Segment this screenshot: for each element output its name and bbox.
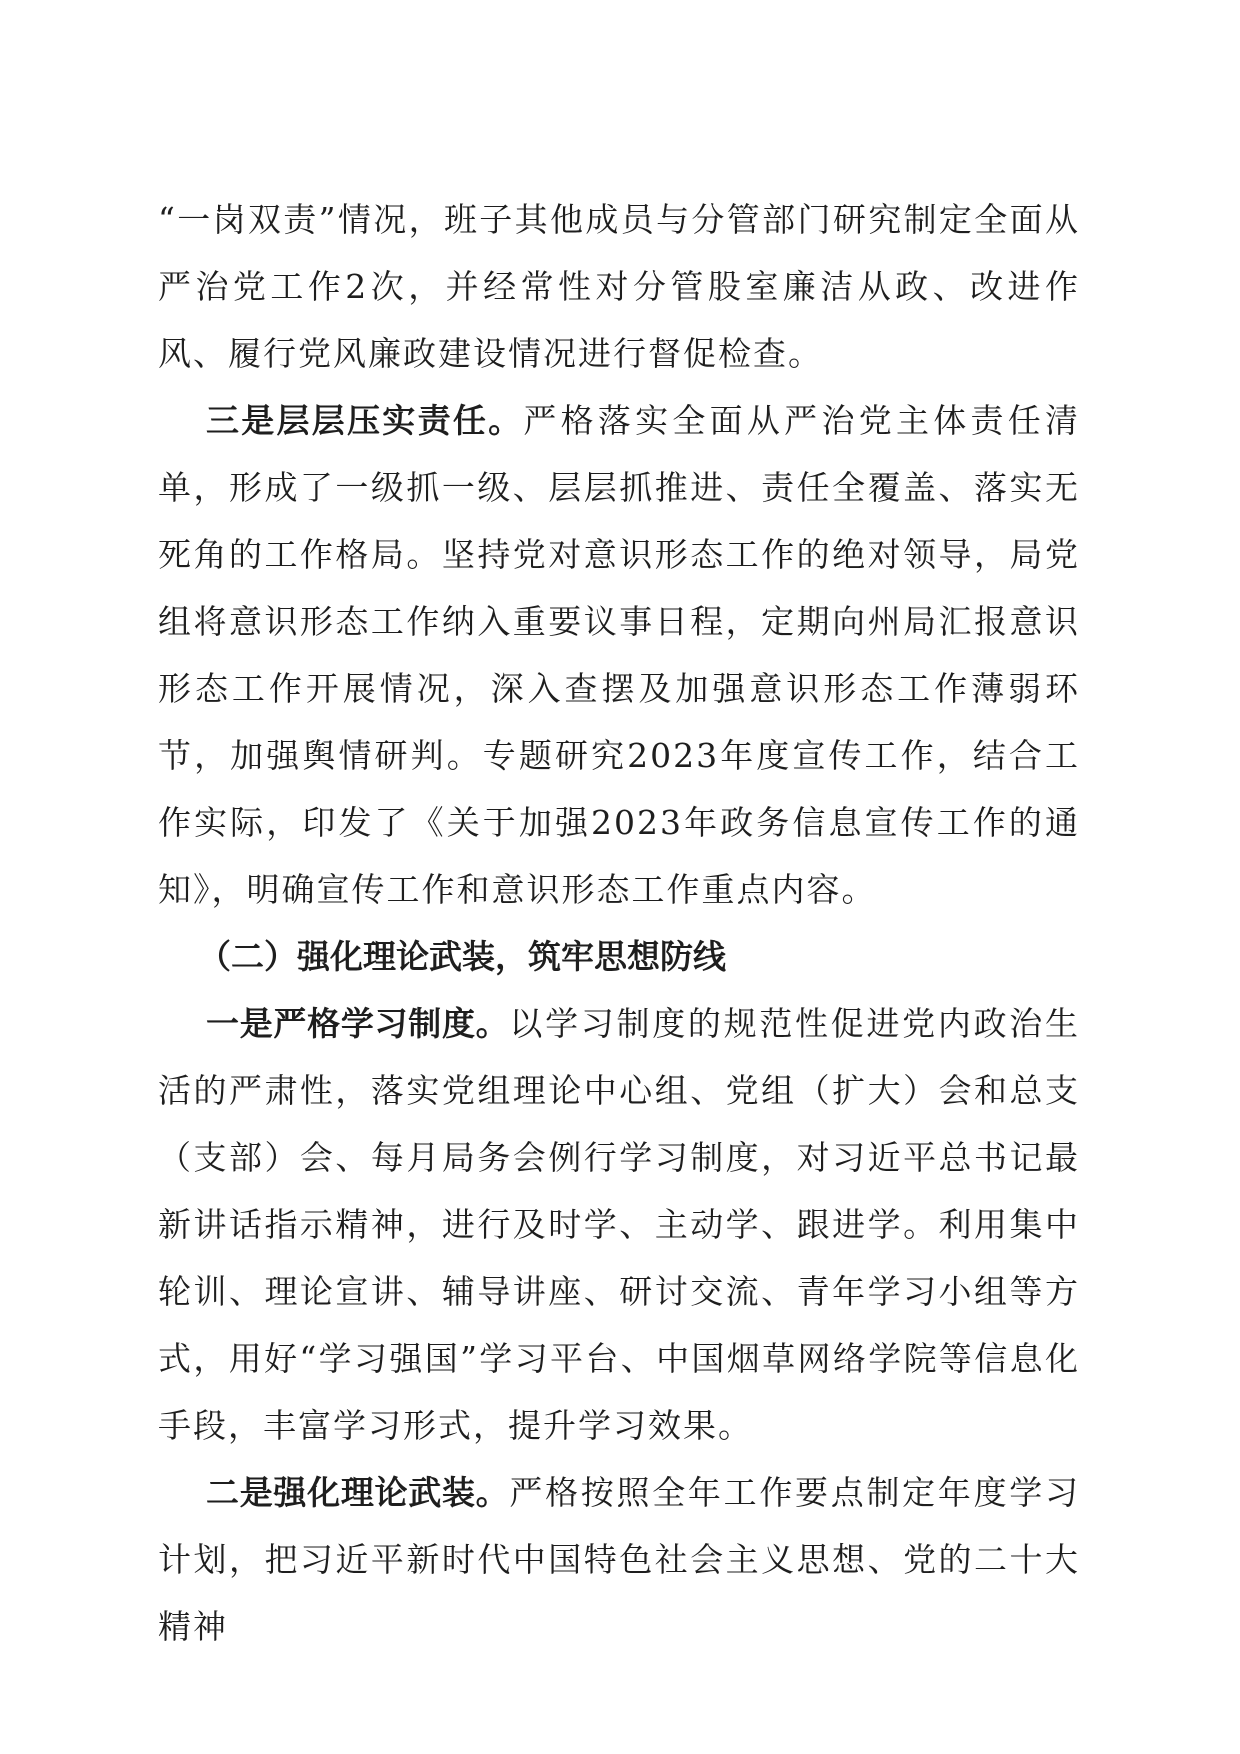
document-body: [158, 186, 1080, 1660]
paragraph-lead: 一是严格学习制度。: [206, 1004, 510, 1043]
continuation-paragraph: [158, 186, 1080, 387]
paragraph-layer-responsibility: [158, 387, 1080, 923]
paragraph-text: 严格按照全年工作要点制定年度学习计划，把习近平新时代中国特色社会主义思想、党的二十大精神: [158, 1473, 1081, 1646]
paragraph-text: 以学习制度的规范性促进党内政治生活的严肃性，落实党组理论中心组、党组（扩大）会和总支（支部）会、每月局务会例行学习制度，对习近平总书记最新讲话指示精神，进行及时学、主动学、跟进学。利用集中轮训、理论宣讲、辅导讲座、研讨交流、青年学习小组等方式，用好“学习强国”学习平台、中国烟草网络学院等信息化手段，丰富学习形式，提升学习效果。: [158, 1004, 1081, 1445]
paragraph-theory-armament: [158, 1459, 1080, 1660]
paragraph-lead: 三是层层压实责任。: [206, 401, 524, 440]
paragraph-study-system: [158, 990, 1080, 1459]
paragraph-lead: 二是强化理论武装。: [206, 1473, 510, 1512]
section-heading: （二）强化理论武装，筑牢思想防线: [198, 937, 726, 976]
paragraph-text: “一岗双责”情况，班子其他成员与分管部门研究制定全面从严治党工作2次，并经常性对分管股室廉洁从政、改进作风、履行党风廉政建设情况进行督促检查。: [158, 200, 1080, 373]
paragraph-text: 严格落实全面从严治党主体责任清单，形成了一级抓一级、层层抓推进、责任全覆盖、落实无死角的工作格局。坚持党对意识形态工作的绝对领导，局党组将意识形态工作纳入重要议事日程，定期向州局汇报意识形态工作开展情况，深入查摆及加强意识形态工作薄弱环节，加强舆情研判。专题研究2023年度宣传工作，结合工作实际，印发了《关于加强2023年政务信息宣传工作的通知》，明确宣传工作和意识形态工作重点内容。: [158, 401, 1081, 909]
